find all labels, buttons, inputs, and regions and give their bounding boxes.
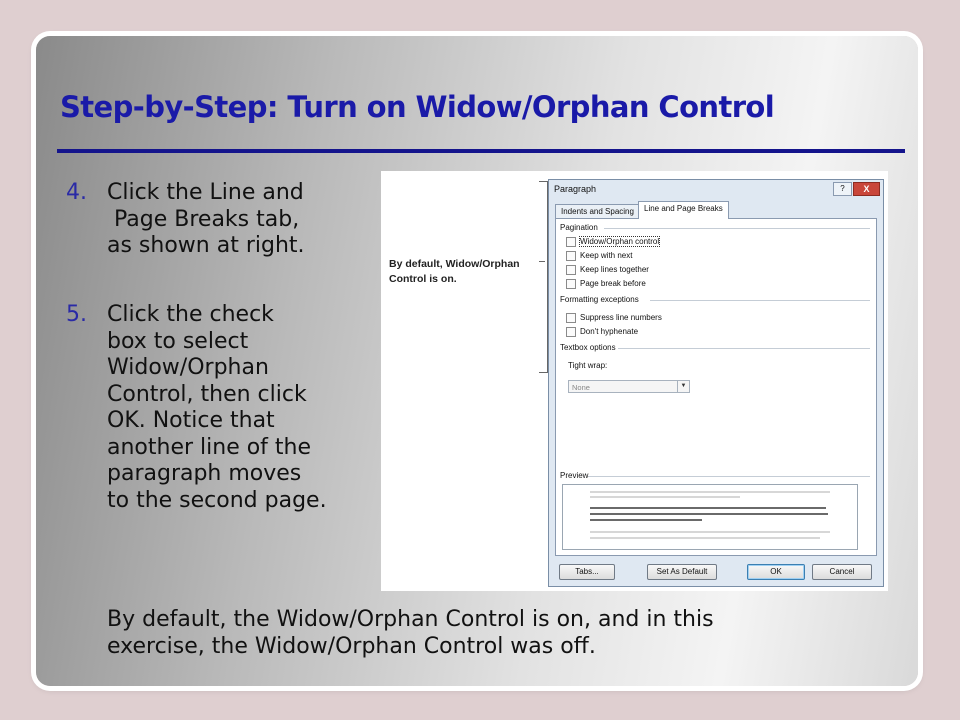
keep-lines-together-checkbox[interactable] bbox=[566, 265, 576, 275]
dialog-title: Paragraph bbox=[554, 184, 597, 194]
tight-wrap-select[interactable] bbox=[568, 380, 690, 393]
formatting-exceptions-heading: Formatting exceptions bbox=[560, 295, 639, 304]
tab-panel bbox=[555, 218, 877, 556]
tab-line-and-page-breaks[interactable]: Line and Page Breaks bbox=[638, 201, 729, 219]
preview-line bbox=[590, 507, 826, 509]
divider bbox=[650, 300, 870, 301]
callout-line: Control is on. bbox=[389, 273, 457, 285]
page-break-before-checkbox[interactable] bbox=[566, 279, 576, 289]
ok-button[interactable]: OK bbox=[747, 564, 805, 580]
suppress-line-numbers-label: Suppress line numbers bbox=[580, 313, 662, 322]
chevron-down-icon[interactable]: ▼ bbox=[677, 381, 689, 392]
divider bbox=[588, 476, 870, 477]
step-line: to the second page. bbox=[107, 487, 327, 513]
title-divider bbox=[57, 149, 905, 153]
step-line: another line of the bbox=[107, 434, 312, 460]
callout-bracket bbox=[539, 181, 548, 373]
slide-title: Step-by-Step: Turn on Widow/Orphan Control bbox=[60, 90, 775, 124]
continuation-line: exercise, the Widow/Orphan Control was off. bbox=[107, 633, 596, 659]
keep-with-next-option[interactable] bbox=[566, 250, 632, 261]
dialog-screenshot bbox=[381, 171, 888, 591]
callout-pointer bbox=[539, 261, 545, 262]
textbox-options-heading: Textbox options bbox=[560, 343, 616, 352]
keep-with-next-checkbox[interactable] bbox=[566, 251, 576, 261]
preview-line bbox=[590, 531, 830, 533]
preview-box bbox=[562, 484, 858, 550]
page-break-before-option[interactable] bbox=[566, 278, 646, 289]
tight-wrap-value: None bbox=[572, 383, 590, 392]
divider bbox=[618, 348, 870, 349]
cancel-button[interactable]: Cancel bbox=[812, 564, 872, 580]
dont-hyphenate-option[interactable] bbox=[566, 326, 638, 337]
preview-line bbox=[590, 537, 820, 539]
step-5 bbox=[66, 302, 386, 514]
preview-line bbox=[590, 491, 830, 493]
preview-line bbox=[590, 519, 702, 521]
step-line: Control, then click bbox=[107, 381, 307, 407]
step-line: paragraph moves bbox=[107, 461, 302, 486]
callout-text bbox=[389, 257, 520, 287]
continuation-text bbox=[107, 607, 897, 660]
keep-with-next-label: Keep with next bbox=[580, 251, 633, 260]
set-as-default-button[interactable]: Set As Default bbox=[647, 564, 717, 580]
paragraph-dialog bbox=[548, 179, 884, 587]
divider bbox=[604, 228, 870, 229]
widow-orphan-label: Widow/Orphan control bbox=[580, 237, 660, 246]
dont-hyphenate-checkbox[interactable] bbox=[566, 327, 576, 337]
continuation-line: By default, the Widow/Orphan Control is on, and in this bbox=[107, 607, 714, 632]
step-line: Page Breaks tab, bbox=[114, 206, 300, 232]
step-line: OK. Notice that bbox=[107, 408, 275, 433]
step-line: Click the Line and bbox=[107, 180, 304, 205]
preview-line bbox=[590, 496, 740, 498]
page-break-before-label: Page break before bbox=[580, 279, 646, 288]
tight-wrap-label: Tight wrap: bbox=[568, 361, 608, 370]
step-line: Widow/Orphan bbox=[107, 355, 269, 380]
step-line: as shown at right. bbox=[107, 233, 305, 258]
preview-line bbox=[590, 513, 828, 515]
pagination-heading: Pagination bbox=[560, 223, 598, 232]
step-4 bbox=[66, 180, 386, 260]
preview-heading: Preview bbox=[560, 471, 589, 480]
widow-orphan-checkbox[interactable] bbox=[566, 237, 576, 247]
step-number: 5. bbox=[66, 302, 87, 327]
keep-lines-together-label: Keep lines together bbox=[580, 265, 649, 274]
suppress-line-numbers-checkbox[interactable] bbox=[566, 313, 576, 323]
suppress-line-numbers-option[interactable] bbox=[566, 312, 662, 323]
tab-indents-and-spacing[interactable]: Indents and Spacing bbox=[555, 204, 640, 219]
step-number: 4. bbox=[66, 180, 87, 205]
keep-lines-together-option[interactable] bbox=[566, 264, 649, 275]
callout-line: By default, Widow/Orphan bbox=[389, 258, 520, 270]
close-button[interactable]: X bbox=[853, 182, 880, 196]
widow-orphan-control-option[interactable] bbox=[566, 236, 659, 247]
help-button[interactable]: ? bbox=[833, 182, 852, 196]
tabs-button[interactable]: Tabs... bbox=[559, 564, 615, 580]
step-line: box to select bbox=[107, 328, 249, 354]
step-line: Click the check bbox=[107, 302, 274, 327]
dont-hyphenate-label: Don't hyphenate bbox=[580, 327, 639, 336]
